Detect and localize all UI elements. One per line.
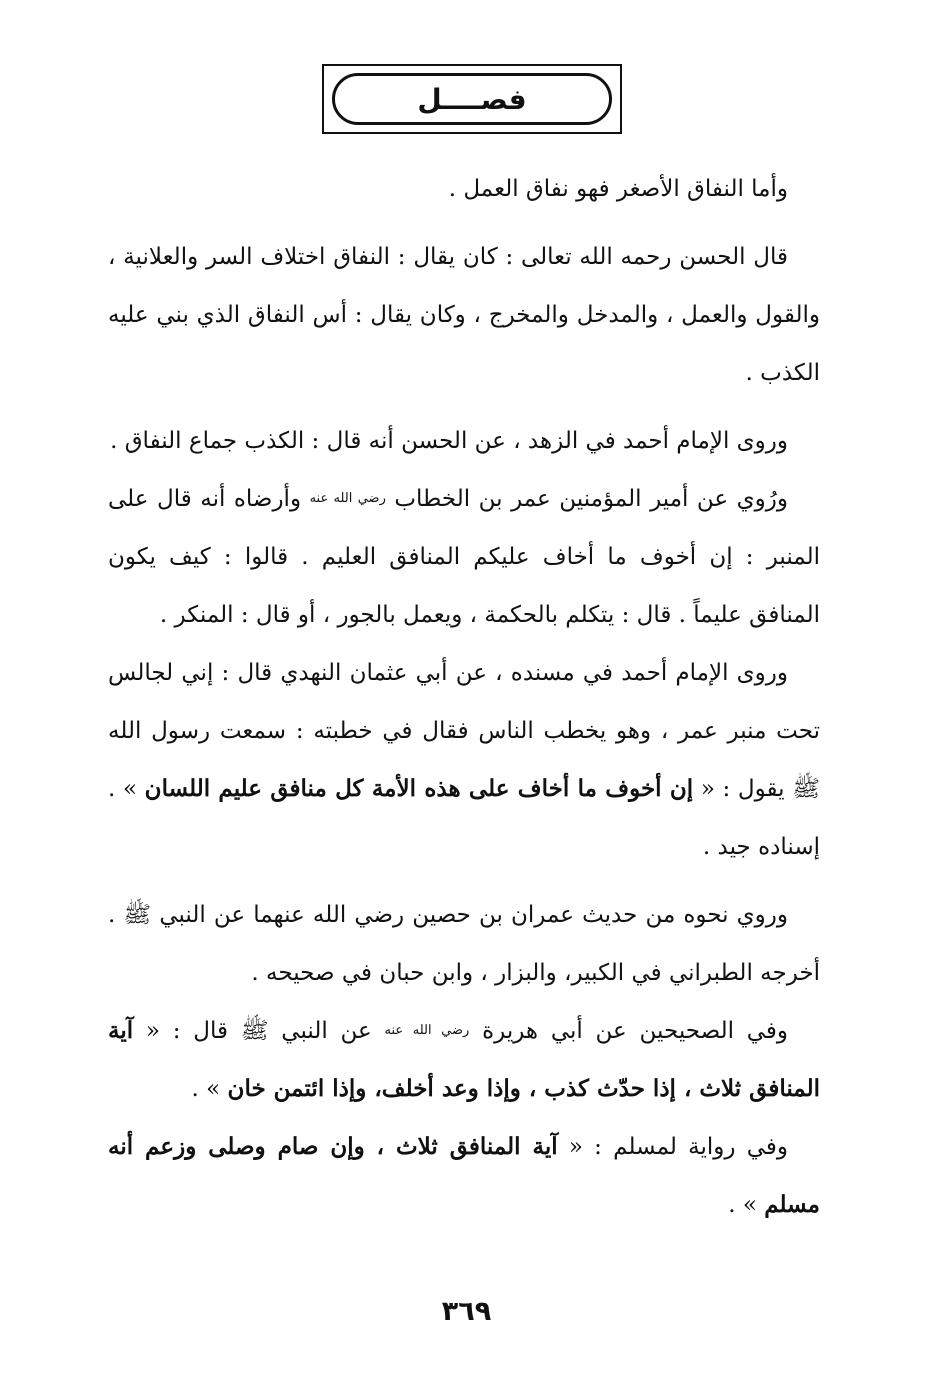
salawat-symbol: ﷺ xyxy=(240,1018,269,1044)
honorific-radiyallahu: رضي الله عنه xyxy=(384,1023,470,1038)
paragraph-text: قال : « xyxy=(133,1018,241,1044)
hadith-quote: آية المنافق ثلاث ، إذا حدّث كذب ، وإذا وعد أخلف، وإذا ائتمن خان xyxy=(108,1017,820,1102)
paragraph-6 xyxy=(108,886,820,1002)
chapter-title-cartouche xyxy=(332,73,612,125)
paragraph-text: . أخرجه الطبراني في الكبير، والبزار ، وابن حبان في صحيحه . xyxy=(108,902,820,986)
paragraph-text: عن النبي xyxy=(268,1018,385,1044)
paragraph-3 xyxy=(108,412,820,470)
paragraph-text: قال الحسن رحمه الله تعالى : كان يقال : النفاق اختلاف السر والعلانية ، والقول والعمل ، والمدخل والمخرج ، وكان يقال : أس النفاق الذي بني عليه الكذب . xyxy=(108,244,820,386)
paragraph-5 xyxy=(108,644,820,876)
paragraph-1 xyxy=(108,160,820,218)
body-text xyxy=(108,160,820,1234)
paragraph-text: وأرضاه أنه قال على المنبر : إن أخوف ما أخاف عليكم المنافق العليم . قالوا : كيف يكون المنافق عليماً . قال : يتكلم بالحكمة ، ويعمل بالجور ، أو قال : المنكر . xyxy=(108,486,820,628)
hadith-quote: إن أخوف ما أخاف على هذه الأمة كل منافق عليم اللسان xyxy=(144,775,694,802)
chapter-title-frame xyxy=(322,64,622,134)
salawat-symbol: ﷺ xyxy=(123,902,152,928)
paragraph-text: وأما النفاق الأصغر فهو نفاق العمل . xyxy=(448,176,788,202)
paragraph-text: وروى الإمام أحمد في الزهد ، عن الحسن أنه قال : الكذب جماع النفاق . xyxy=(110,428,788,454)
salawat-symbol: ﷺ xyxy=(792,776,820,802)
paragraph-8 xyxy=(108,1118,820,1234)
paragraph-4 xyxy=(108,470,820,644)
paragraph-text: وروي نحوه من حديث عمران بن حصين رضي الله عنهما عن النبي xyxy=(151,902,788,928)
paragraph-text: » . xyxy=(728,1192,765,1218)
chapter-title: فصــــل xyxy=(417,82,527,116)
page-number: ٣٦٩ xyxy=(441,1296,492,1327)
paragraph-text: وروى الإمام أحمد في مسنده ، عن أبي عثمان النهدي قال : إني لجالس تحت منبر عمر ، وهو يخطب الناس فقال في خطبته : سمعت رسول الله xyxy=(108,660,820,744)
paragraph-7 xyxy=(108,1002,820,1118)
paragraph-2 xyxy=(108,228,820,402)
honorific-radiyallahu: رضي الله عنه xyxy=(309,491,386,506)
paragraph-text: ورُوي عن أمير المؤمنين عمر بن الخطاب xyxy=(385,486,788,512)
paragraph-text: يقول : « xyxy=(693,776,793,802)
paragraph-text: » . إسناده جيد . xyxy=(108,776,820,860)
paragraph-text: وفي رواية لمسلم : « xyxy=(557,1134,788,1160)
paragraph-text: » . xyxy=(191,1076,228,1102)
paragraph-text: وفي الصحيحين عن أبي هريرة xyxy=(469,1018,788,1044)
hadith-quote: آية المنافق ثلاث ، وإن صام وصلى وزعم أنه مسلم xyxy=(108,1133,820,1218)
